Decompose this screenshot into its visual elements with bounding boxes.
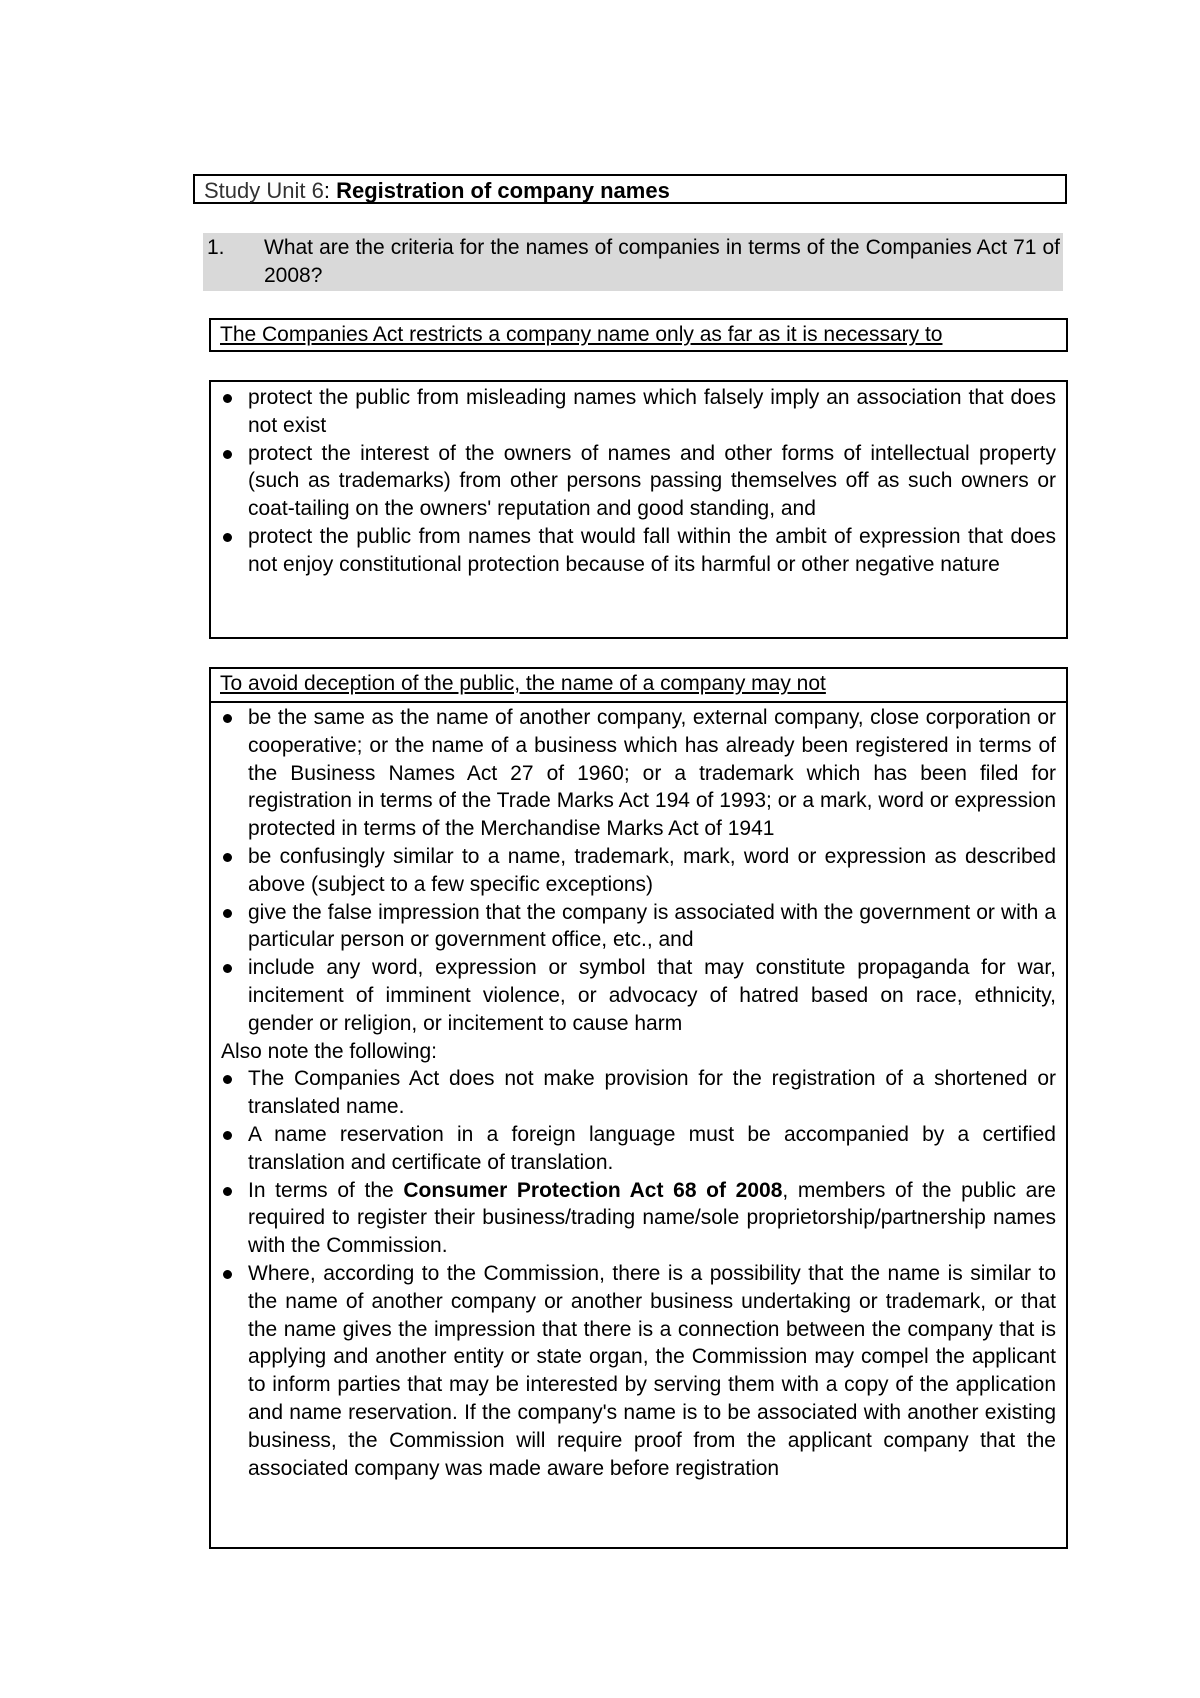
study-unit-title [193,174,1067,204]
bullet-icon [223,394,232,403]
list-item: In terms of the Consumer Protection Act 68 of 2008, members of the public are required to register their business/trading name/sole proprietorship/partnership names with the Commission. [221,1177,1056,1260]
bullet-icon [223,1187,232,1196]
list-item: be confusingly similar to a name, trademark, mark, word or expression as described above (subject to a few specific exceptions) [221,843,1056,899]
unit-name: Registration of company names [336,178,670,203]
question-number: 1. [207,236,225,259]
bullet-icon [223,909,232,918]
list-item: give the false impression that the company is associated with the government or with a particular person or government office, etc., and [221,899,1056,955]
notes-list [221,1065,1056,1482]
restrict-heading: The Companies Act restricts a company name only as far as it is necessary to [220,323,943,346]
deception-list [221,704,1056,1038]
bullet-icon [223,1131,232,1140]
question-1 [203,233,1063,291]
bullet-icon [223,964,232,973]
act-reference: Consumer Protection Act 68 of 2008 [403,1178,783,1202]
list-item: protect the interest of the owners of names and other forms of intellectual property (such as trademarks) from other persons passing themselves off as such owners or coat-tailing on the owners' reputation and good standing, and [221,440,1056,523]
bullet-icon [223,533,232,542]
bullet-icon [223,1075,232,1084]
unit-label: Study Unit 6 [204,178,324,203]
bullet-icon [223,853,232,862]
bullet-icon [223,450,232,459]
list-item: A name reservation in a foreign language must be accompanied by a certified translation and certificate of translation. [221,1121,1056,1177]
list-item: protect the public from names that would fall within the ambit of expression that does not enjoy constitutional protection because of its harmful or other negative nature [221,523,1056,579]
list-item: protect the public from misleading names which falsely imply an association that does not exist [221,384,1056,440]
also-note-label: Also note the following: [221,1039,437,1063]
restrict-list [221,384,1056,579]
deception-heading-box [209,667,1068,703]
title-separator: : [323,178,337,203]
bullet-icon [223,714,232,723]
question-text: What are the criteria for the names of companies in terms of the Companies Act 71 of 2008? [264,236,1060,287]
deception-heading: To avoid deception of the public, the name of a company may not [220,672,826,695]
bullet-icon [223,1270,232,1279]
restrict-heading-box [209,318,1068,352]
list-item: Where, according to the Commission, there is a possibility that the name is similar to the name of another company or another business undertaking or trademark, or that the name gives the impression that there is a connection between the company that is applying and another entity or state organ, the Commission may compel the applicant to inform parties that may be interested by serving them with a copy of the application and name reservation. If the company's name is to be associated with another existing business, the Commission will require proof from the applicant company that the associated company was made aware before registration [221,1260,1056,1482]
deception-list-box [209,701,1068,1549]
list-item: The Companies Act does not make provision for the registration of a shortened or translated name. [221,1065,1056,1121]
restrict-list-box [209,380,1068,639]
list-item: include any word, expression or symbol that may constitute propaganda for war, incitement of imminent violence, or advocacy of hatred based on race, ethnicity, gender or religion, or incitement to cause harm [221,954,1056,1037]
list-item: be the same as the name of another company, external company, close corporation or cooperative; or the name of a business which has already been registered in terms of the Business Names Act 27 of 1960; or a trademark which has been filed for registration in terms of the Trade Marks Act 194 of 1993; or a mark, word or expression protected in terms of the Merchandise Marks Act of 1941 [221,704,1056,843]
